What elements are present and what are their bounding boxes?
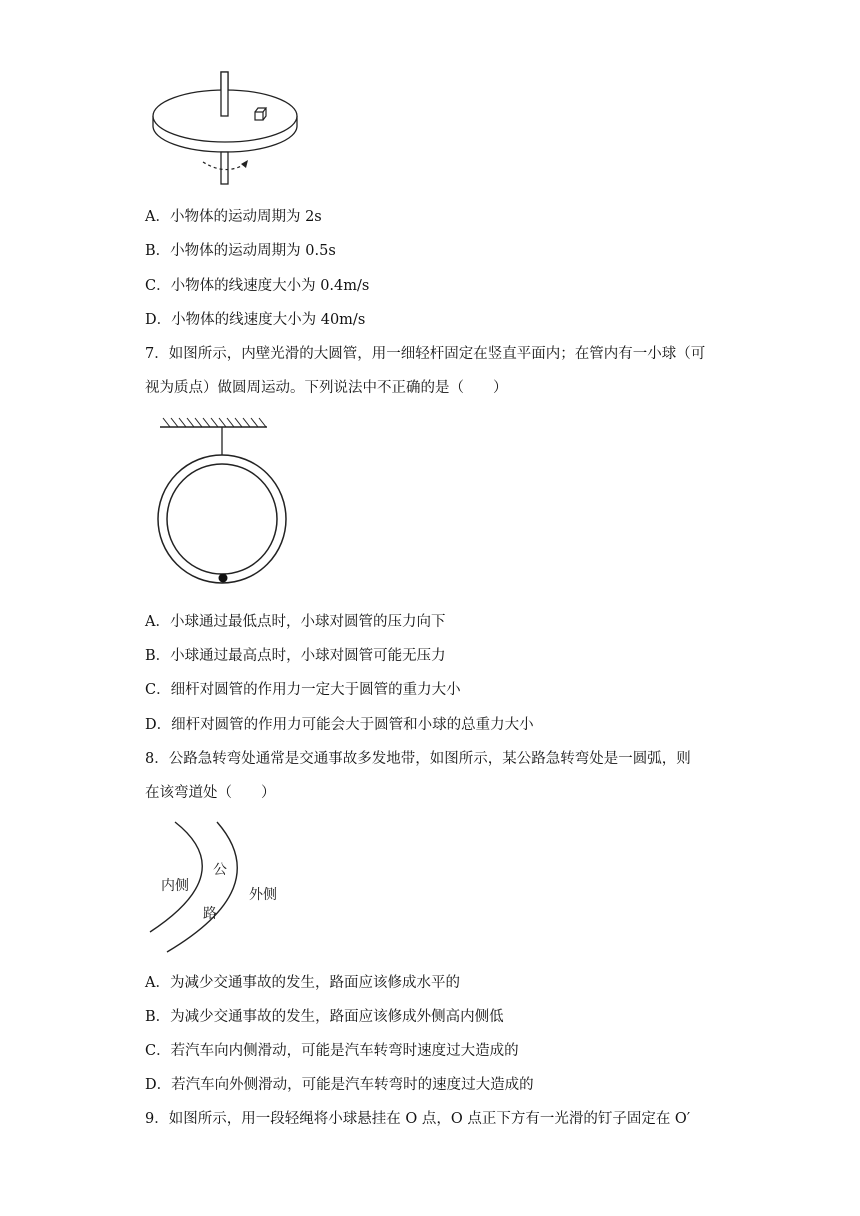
q7-stem-line2: 视为质点）做圆周运动。下列说法中不正确的是（ ） bbox=[145, 380, 508, 396]
q7-option-c: C．细杆对圆管的作用力一定大于圆管的重力大小 bbox=[145, 682, 461, 698]
q8-option-c: C．若汽车向内侧滑动，可能是汽车转弯时速度过大造成的 bbox=[145, 1043, 519, 1059]
label-road-top: 公 bbox=[213, 862, 227, 878]
q9-stem-line1: 9．如图所示，用一段轻绳将小球悬挂在 O 点，O 点正下方有一光滑的钉子固定在 O′ bbox=[145, 1111, 691, 1127]
q7-stem-line1: 7．如图所示，内壁光滑的大圆管，用一细轻杆固定在竖直平面内；在管内有一小球（可 bbox=[145, 346, 706, 362]
turntable-figure bbox=[145, 68, 305, 188]
q7-option-a: A．小球通过最低点时，小球对圆管的压力向下 bbox=[145, 614, 446, 630]
road-curve-figure bbox=[145, 818, 295, 958]
q6-option-c: C．小物体的线速度大小为 0.4m/s bbox=[145, 278, 370, 294]
q8-stem-line2: 在该弯道处（ ） bbox=[145, 785, 276, 801]
q6-option-a: A．小物体的运动周期为 2s bbox=[145, 209, 322, 225]
label-road-bottom: 路 bbox=[203, 906, 217, 922]
q7-option-d: D．细杆对圆管的作用力可能会大于圆管和小球的总重力大小 bbox=[145, 717, 534, 733]
ball-icon bbox=[219, 574, 228, 583]
q8-option-a: A．为减少交通事故的发生，路面应该修成水平的 bbox=[145, 975, 460, 991]
q7-option-b: B．小球通过最高点时，小球对圆管可能无压力 bbox=[145, 648, 446, 664]
q8-option-d: D．若汽车向外侧滑动，可能是汽车转弯时的速度过大造成的 bbox=[145, 1077, 534, 1093]
label-outer-side: 外侧 bbox=[249, 887, 277, 903]
q8-stem-line1: 8．公路急转弯处通常是交通事故多发地带，如图所示，某公路急转弯处是一圆弧，则 bbox=[145, 751, 691, 767]
label-inner-side: 内侧 bbox=[161, 878, 189, 894]
circular-tube-figure bbox=[155, 415, 295, 595]
q8-option-b: B．为减少交通事故的发生，路面应该修成外侧高内侧低 bbox=[145, 1009, 504, 1025]
q6-option-b: B．小物体的运动周期为 0.5s bbox=[145, 243, 336, 259]
q6-option-d: D．小物体的线速度大小为 40m/s bbox=[145, 312, 366, 328]
